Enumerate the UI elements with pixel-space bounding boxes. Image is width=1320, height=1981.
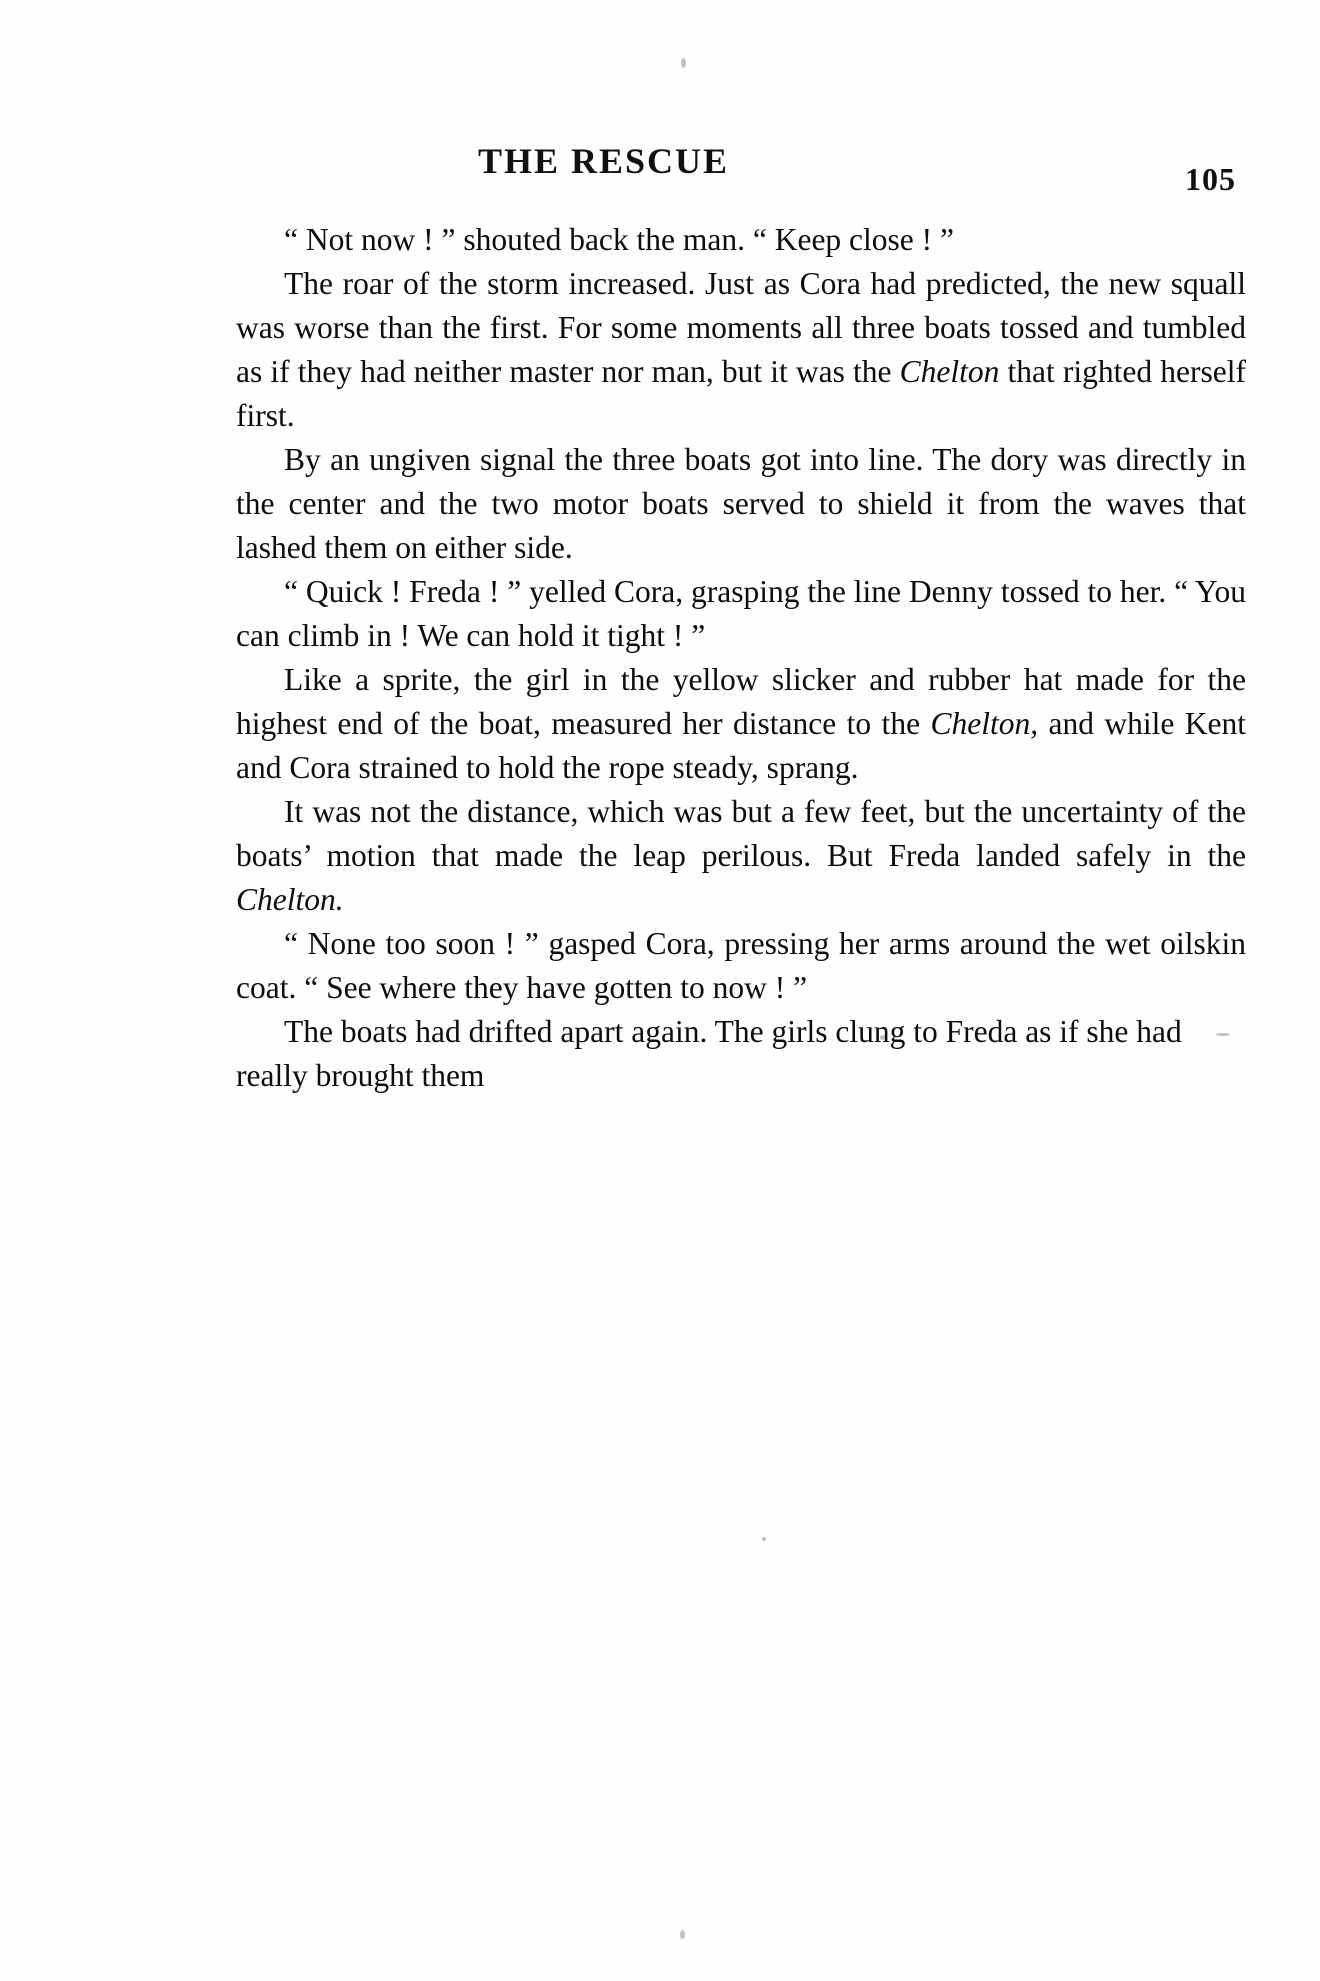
paragraph: By an ungiven signal the three boats got into line. The dory was directly in the center and the two motor boats served to shield it from the waves that lashed them on either side. <box>236 442 1246 565</box>
page-content <box>236 140 1246 1098</box>
page-title: THE RESCUE <box>478 141 730 181</box>
page-speck <box>762 1537 766 1541</box>
italic-title: Chelton <box>899 354 1000 389</box>
italic-title: Chelton, <box>930 706 1039 741</box>
paragraph: “ Quick ! Freda ! ” yelled Cora, grasping the line Denny tossed to her. “ You can climb in ! We can hold it tight ! ” <box>236 574 1246 653</box>
page-number: 105 <box>1185 161 1236 197</box>
paragraph: The boats had drifted apart again. The girls clung to Freda as if she had really brought them <box>236 1014 1182 1093</box>
paragraph: “ Not now ! ” shouted back the man. “ Keep close ! ” <box>284 222 955 257</box>
paragraph: “ None too soon ! ” gasped Cora, pressing her arms around the wet oilskin coat. “ See where they have gotten to now ! ” <box>236 926 1246 1005</box>
body-text <box>236 218 1246 1098</box>
italic-title: Chelton. <box>236 882 344 917</box>
paragraph: The roar of the storm increased. Just as Cora had predicted, the new squall was worse than the first. For some moments all three boats tossed and tumbled as if they had neither master nor man, but it was the Chelton that righted herself first. <box>236 266 1246 433</box>
paragraph: It was not the distance, which was but a few feet, but the uncertainty of the boats’ motion that made the leap perilous. But Freda landed safely in the Chelton. <box>236 794 1246 917</box>
page-speck <box>681 58 686 68</box>
running-head <box>236 140 1246 200</box>
page-speck <box>680 1930 685 1939</box>
paragraph: Like a sprite, the girl in the yellow slicker and rubber hat made for the highest end of the boat, measured her distance to the Chelton, and while Kent and Cora strained to hold the rope steady, sprang. <box>236 662 1246 785</box>
